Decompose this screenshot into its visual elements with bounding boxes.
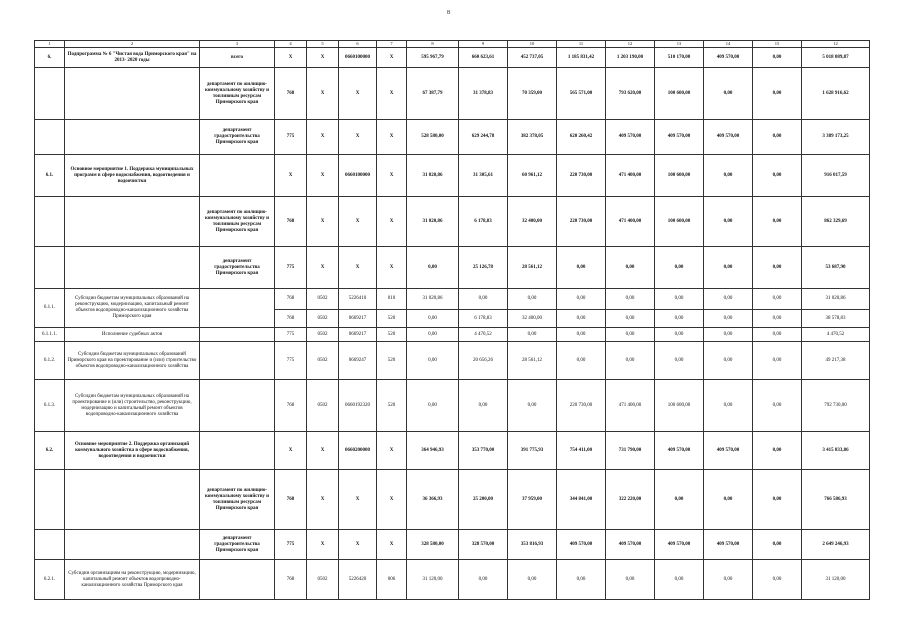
code-cell: X bbox=[339, 68, 377, 120]
value-cell: 0,00 bbox=[753, 328, 802, 342]
value-cell: 565 571,00 bbox=[557, 68, 606, 120]
value-cell: 471 400,00 bbox=[606, 380, 655, 432]
code-cell: 775 bbox=[275, 530, 307, 560]
header-cell: 10 bbox=[508, 41, 557, 48]
value-cell: 0,00 bbox=[407, 247, 459, 289]
code-cell: 0502 bbox=[307, 560, 339, 600]
code-cell: 5226420 bbox=[339, 560, 377, 600]
value-cell: 0,00 bbox=[655, 289, 704, 310]
value-cell: 0,00 bbox=[557, 342, 606, 380]
value-cell: 220 730,00 bbox=[557, 155, 606, 197]
value-cell: 0,00 bbox=[753, 560, 802, 600]
row-number: 6. bbox=[35, 48, 65, 68]
table-row bbox=[35, 197, 870, 247]
value-cell: 731 790,00 bbox=[606, 432, 655, 470]
value-cell: 409 570,00 bbox=[557, 530, 606, 560]
value-cell: 36 366,93 bbox=[407, 470, 459, 530]
value-cell: 0,00 bbox=[606, 560, 655, 600]
table-body bbox=[35, 48, 870, 600]
value-cell: 793 620,00 bbox=[606, 68, 655, 120]
value-cell: 620 260,42 bbox=[557, 120, 606, 155]
value-cell: 0,00 bbox=[704, 289, 753, 310]
code-cell: 768 bbox=[275, 197, 307, 247]
value-cell: 25 126,78 bbox=[459, 247, 508, 289]
value-cell: 0,00 bbox=[508, 560, 557, 600]
code-cell: X bbox=[339, 120, 377, 155]
value-cell: 382 378,05 bbox=[508, 120, 557, 155]
value-cell: 6 178,83 bbox=[459, 197, 508, 247]
value-cell: 595 967,79 bbox=[407, 48, 459, 68]
value-cell: 0,00 bbox=[606, 310, 655, 328]
table-row bbox=[35, 470, 870, 530]
code-cell: 520 bbox=[377, 342, 407, 380]
header-cell: 4 bbox=[275, 41, 307, 48]
code-cell: X bbox=[377, 68, 407, 120]
code-cell: X bbox=[307, 432, 339, 470]
value-cell: 32 400,00 bbox=[508, 310, 557, 328]
row-name: Субсидии бюджетам муниципальных образований на проектирование и (или) строительство, реконструкцию, модернизацию и капитальный ремонт объектов водопроводно-канализационного хозяйства bbox=[65, 380, 200, 432]
value-cell: 0,00 bbox=[704, 342, 753, 380]
value-cell: 31 378,83 bbox=[459, 68, 508, 120]
value-cell: 0,00 bbox=[508, 328, 557, 342]
row-name bbox=[65, 197, 200, 247]
table-row bbox=[35, 530, 870, 560]
code-cell: 775 bbox=[275, 328, 307, 342]
row-executor bbox=[200, 328, 275, 342]
code-cell: X bbox=[275, 48, 307, 68]
value-cell: 0,00 bbox=[753, 342, 802, 380]
code-cell: X bbox=[307, 120, 339, 155]
value-cell: 0,00 bbox=[753, 68, 802, 120]
value-cell: 220 730,00 bbox=[557, 197, 606, 247]
header-cell: 12 bbox=[802, 41, 870, 48]
value-cell: 0,00 bbox=[655, 560, 704, 600]
value-cell: 364 946,93 bbox=[407, 432, 459, 470]
code-cell: X bbox=[307, 247, 339, 289]
row-executor: всего bbox=[200, 48, 275, 68]
value-cell: 0,00 bbox=[704, 328, 753, 342]
value-cell: 220 730,00 bbox=[557, 380, 606, 432]
value-cell: 100 600,00 bbox=[655, 155, 704, 197]
row-name: Субсидии организациям на реконструкцию, модернизацию, капитальный ремонт объектов водопроводно-канализационного хозяйства Приморского края bbox=[65, 560, 200, 600]
value-cell: 4 470,52 bbox=[459, 328, 508, 342]
row-name: Субсидии бюджетам муниципальных образований Приморского края на проектирование и (или) строительство объектов водопроводно-канализационного хозяйства bbox=[65, 342, 200, 380]
code-cell: 0502 bbox=[307, 342, 339, 380]
code-cell: X bbox=[275, 155, 307, 197]
value-cell: 452 737,05 bbox=[508, 48, 557, 68]
value-cell: 0,00 bbox=[557, 289, 606, 310]
value-cell: 31 120,00 bbox=[802, 560, 870, 600]
code-cell: X bbox=[377, 470, 407, 530]
code-cell: 0660200000 bbox=[339, 432, 377, 470]
row-executor: департамент градостроительства Приморского края bbox=[200, 120, 275, 155]
row-number: 6.1. bbox=[35, 155, 65, 197]
value-cell: 328 570,00 bbox=[459, 530, 508, 560]
value-cell: 471 400,00 bbox=[606, 197, 655, 247]
code-cell: 775 bbox=[275, 120, 307, 155]
table-row bbox=[35, 560, 870, 600]
row-name: Субсидии бюджетам муниципальных образований на реконструкцию, модернизацию, капитальный ремонт объектов водопроводно-канализационного хозяйства Приморского края bbox=[65, 289, 200, 328]
value-cell: 0,00 bbox=[753, 120, 802, 155]
value-cell: 0,00 bbox=[557, 560, 606, 600]
table-row bbox=[35, 48, 870, 68]
code-cell: 0660100000 bbox=[339, 48, 377, 68]
value-cell: 0,00 bbox=[753, 247, 802, 289]
code-cell: 0660192320 bbox=[339, 380, 377, 432]
header-cell: 6 bbox=[339, 41, 377, 48]
row-executor bbox=[200, 155, 275, 197]
code-cell: 0502 bbox=[307, 289, 339, 310]
header-cell: 7 bbox=[377, 41, 407, 48]
code-cell: 768 bbox=[275, 68, 307, 120]
value-cell: 471 400,00 bbox=[606, 155, 655, 197]
code-cell: 0669217 bbox=[339, 328, 377, 342]
value-cell: 31 020,86 bbox=[407, 197, 459, 247]
value-cell: 391 775,93 bbox=[508, 432, 557, 470]
code-cell: X bbox=[377, 155, 407, 197]
row-executor bbox=[200, 560, 275, 600]
value-cell: 31 020,86 bbox=[407, 155, 459, 197]
code-cell: 768 bbox=[275, 289, 307, 310]
table-row bbox=[35, 380, 870, 432]
value-cell: 0,00 bbox=[753, 48, 802, 68]
value-cell: 28 561,12 bbox=[508, 342, 557, 380]
row-number bbox=[35, 197, 65, 247]
value-cell: 0,00 bbox=[704, 380, 753, 432]
code-cell: 0660100000 bbox=[339, 155, 377, 197]
value-cell: 31 120,00 bbox=[407, 560, 459, 600]
value-cell: 409 570,00 bbox=[655, 530, 704, 560]
code-cell: X bbox=[275, 432, 307, 470]
value-cell: 0,00 bbox=[753, 380, 802, 432]
value-cell: 0,00 bbox=[753, 310, 802, 328]
value-cell: 0,00 bbox=[407, 342, 459, 380]
code-cell: 0669217 bbox=[339, 310, 377, 328]
value-cell: 2 649 246,93 bbox=[802, 530, 870, 560]
row-name: Основное мероприятие 1. Поддержка муниципальных программ в сфере водоснабжения, водоотведения и водоочистки bbox=[65, 155, 200, 197]
value-cell: 528 580,00 bbox=[407, 120, 459, 155]
header-cell: 12 bbox=[606, 41, 655, 48]
code-cell: 520 bbox=[377, 380, 407, 432]
row-number: 6.1.3. bbox=[35, 380, 65, 432]
code-cell: 0502 bbox=[307, 328, 339, 342]
value-cell: 0,00 bbox=[704, 68, 753, 120]
value-cell: 0,00 bbox=[704, 470, 753, 530]
value-cell: 409 570,00 bbox=[655, 120, 704, 155]
row-executor bbox=[200, 380, 275, 432]
row-number bbox=[35, 68, 65, 120]
code-cell: X bbox=[377, 530, 407, 560]
row-number bbox=[35, 120, 65, 155]
table-row bbox=[35, 247, 870, 289]
value-cell: 0,00 bbox=[655, 342, 704, 380]
page-number: 8 bbox=[447, 10, 450, 16]
table-row bbox=[35, 289, 870, 310]
value-cell: 409 570,00 bbox=[606, 530, 655, 560]
value-cell: 0,00 bbox=[753, 289, 802, 310]
header-cell: 15 bbox=[753, 41, 802, 48]
value-cell: 0,00 bbox=[557, 247, 606, 289]
value-cell: 409 570,00 bbox=[655, 432, 704, 470]
code-cell: 0502 bbox=[307, 310, 339, 328]
row-number bbox=[35, 470, 65, 530]
row-name: Основное мероприятие 2. Поддержка организаций коммунального хозяйства в сфере водоснабжения, водоотведения и водоочистки bbox=[65, 432, 200, 470]
row-number: 6.2.1. bbox=[35, 560, 65, 600]
value-cell: 0,00 bbox=[407, 380, 459, 432]
table-row bbox=[35, 68, 870, 120]
code-cell: 768 bbox=[275, 560, 307, 600]
value-cell: 100 600,00 bbox=[655, 197, 704, 247]
header-cell: 1 bbox=[35, 41, 65, 48]
header-cell: 8 bbox=[407, 41, 459, 48]
value-cell: 409 570,00 bbox=[704, 48, 753, 68]
value-cell: 0,00 bbox=[459, 380, 508, 432]
value-cell: 25 200,00 bbox=[459, 470, 508, 530]
value-cell: 31 020,86 bbox=[802, 289, 870, 310]
value-cell: 4 470,52 bbox=[802, 328, 870, 342]
row-executor bbox=[200, 342, 275, 380]
value-cell: 0,00 bbox=[459, 560, 508, 600]
value-cell: 100 600,00 bbox=[655, 68, 704, 120]
value-cell: 409 570,00 bbox=[704, 432, 753, 470]
code-cell: X bbox=[339, 247, 377, 289]
value-cell: 862 329,69 bbox=[802, 197, 870, 247]
value-cell: 0,00 bbox=[753, 197, 802, 247]
header-cell: 11 bbox=[557, 41, 606, 48]
code-cell: 0502 bbox=[307, 380, 339, 432]
value-cell: 31 305,61 bbox=[459, 155, 508, 197]
value-cell: 0,00 bbox=[407, 328, 459, 342]
value-cell: 792 730,00 bbox=[802, 380, 870, 432]
code-cell: 768 bbox=[275, 380, 307, 432]
value-cell: 0,00 bbox=[704, 560, 753, 600]
value-cell: 1 203 190,00 bbox=[606, 48, 655, 68]
row-name bbox=[65, 470, 200, 530]
code-cell: X bbox=[307, 530, 339, 560]
row-executor: департамент по жилищно-коммунальному хозяйству и топливным ресурсам Приморского края bbox=[200, 197, 275, 247]
value-cell: 0,00 bbox=[753, 470, 802, 530]
code-cell: X bbox=[377, 432, 407, 470]
table-row bbox=[35, 342, 870, 380]
row-name bbox=[65, 68, 200, 120]
value-cell: 0,00 bbox=[704, 247, 753, 289]
code-cell: X bbox=[307, 155, 339, 197]
code-cell: X bbox=[339, 470, 377, 530]
value-cell: 70 359,00 bbox=[508, 68, 557, 120]
value-cell: 344 841,00 bbox=[557, 470, 606, 530]
code-cell: 010 bbox=[377, 289, 407, 310]
code-cell: 775 bbox=[275, 342, 307, 380]
value-cell: 0,00 bbox=[655, 310, 704, 328]
row-name bbox=[65, 530, 200, 560]
value-cell: 353 816,93 bbox=[508, 530, 557, 560]
row-executor bbox=[200, 289, 275, 328]
value-cell: 0,00 bbox=[655, 470, 704, 530]
value-cell: 409 570,00 bbox=[704, 530, 753, 560]
budget-table bbox=[34, 40, 870, 600]
value-cell: 660 623,61 bbox=[459, 48, 508, 68]
value-cell: 0,00 bbox=[606, 342, 655, 380]
value-cell: 1 628 916,62 bbox=[802, 68, 870, 120]
value-cell: 1 185 831,42 bbox=[557, 48, 606, 68]
value-cell: 37 959,00 bbox=[508, 470, 557, 530]
value-cell: 0,00 bbox=[655, 247, 704, 289]
value-cell: 409 570,00 bbox=[704, 120, 753, 155]
value-cell: 916 017,59 bbox=[802, 155, 870, 197]
value-cell: 38 578,83 bbox=[802, 310, 870, 328]
table-row bbox=[35, 432, 870, 470]
value-cell: 0,00 bbox=[704, 197, 753, 247]
row-name bbox=[65, 120, 200, 155]
row-executor bbox=[200, 432, 275, 470]
value-cell: 0,00 bbox=[557, 310, 606, 328]
code-cell: 0669247 bbox=[339, 342, 377, 380]
row-executor: департамент градостроительства Приморского края bbox=[200, 247, 275, 289]
value-cell: 20 656,26 bbox=[459, 342, 508, 380]
header-cell: 2 bbox=[65, 41, 200, 48]
value-cell: 32 400,00 bbox=[508, 197, 557, 247]
header-cell: 14 bbox=[704, 41, 753, 48]
value-cell: 53 687,90 bbox=[802, 247, 870, 289]
value-cell: 766 586,93 bbox=[802, 470, 870, 530]
code-cell: X bbox=[339, 197, 377, 247]
row-name bbox=[65, 247, 200, 289]
row-executor: департамент по жилищно-коммунальному хозяйству и топливным ресурсам Приморского края bbox=[200, 470, 275, 530]
row-name: Исполнение судебных актов bbox=[65, 328, 200, 342]
value-cell: 328 580,00 bbox=[407, 530, 459, 560]
code-cell: X bbox=[307, 48, 339, 68]
value-cell: 49 217,38 bbox=[802, 342, 870, 380]
row-number: 6.1.1. bbox=[35, 289, 65, 328]
row-number bbox=[35, 530, 65, 560]
value-cell: 0,00 bbox=[606, 247, 655, 289]
row-name: Подпрограмма № 6 "Чистая вода Приморского края" на 2013- 2020 годы bbox=[65, 48, 200, 68]
value-cell: 0,00 bbox=[606, 328, 655, 342]
code-cell: X bbox=[377, 48, 407, 68]
value-cell: 31 020,86 bbox=[407, 289, 459, 310]
value-cell: 409 570,00 bbox=[606, 120, 655, 155]
row-number: 6.1.2. bbox=[35, 342, 65, 380]
value-cell: 0,00 bbox=[407, 310, 459, 328]
table-row bbox=[35, 155, 870, 197]
value-cell: 3 389 173,25 bbox=[802, 120, 870, 155]
value-cell: 100 600,00 bbox=[655, 380, 704, 432]
value-cell: 0,00 bbox=[655, 328, 704, 342]
code-cell: 520 bbox=[377, 310, 407, 328]
header-cell: 13 bbox=[655, 41, 704, 48]
header-row bbox=[35, 41, 870, 48]
value-cell: 353 770,00 bbox=[459, 432, 508, 470]
code-cell: 006 bbox=[377, 560, 407, 600]
code-cell: X bbox=[377, 120, 407, 155]
code-cell: 768 bbox=[275, 470, 307, 530]
row-number: 6.2. bbox=[35, 432, 65, 470]
value-cell: 0,00 bbox=[508, 380, 557, 432]
value-cell: 0,00 bbox=[704, 310, 753, 328]
table-row bbox=[35, 328, 870, 342]
row-number bbox=[35, 247, 65, 289]
value-cell: 0,00 bbox=[508, 289, 557, 310]
code-cell: 768 bbox=[275, 310, 307, 328]
value-cell: 3 415 833,86 bbox=[802, 432, 870, 470]
value-cell: 0,00 bbox=[753, 155, 802, 197]
value-cell: 754 411,00 bbox=[557, 432, 606, 470]
value-cell: 60 961,12 bbox=[508, 155, 557, 197]
header-cell: 5 bbox=[307, 41, 339, 48]
value-cell: 0,00 bbox=[557, 328, 606, 342]
value-cell: 0,00 bbox=[606, 289, 655, 310]
value-cell: 0,00 bbox=[704, 155, 753, 197]
value-cell: 0,00 bbox=[459, 289, 508, 310]
value-cell: 5 018 089,87 bbox=[802, 48, 870, 68]
table-row bbox=[35, 120, 870, 155]
row-executor: департамент градостроительства Приморского края bbox=[200, 530, 275, 560]
code-cell: X bbox=[307, 68, 339, 120]
value-cell: 629 244,78 bbox=[459, 120, 508, 155]
code-cell: 5226410 bbox=[339, 289, 377, 310]
code-cell: X bbox=[307, 197, 339, 247]
code-cell: X bbox=[339, 530, 377, 560]
row-number: 6.1.1.1. bbox=[35, 328, 65, 342]
code-cell: 775 bbox=[275, 247, 307, 289]
value-cell: 28 561,12 bbox=[508, 247, 557, 289]
code-cell: 520 bbox=[377, 328, 407, 342]
value-cell: 0,00 bbox=[753, 432, 802, 470]
header-cell: 3 bbox=[200, 41, 275, 48]
code-cell: X bbox=[307, 470, 339, 530]
value-cell: 322 220,00 bbox=[606, 470, 655, 530]
code-cell: X bbox=[377, 197, 407, 247]
row-executor: департамент по жилищно-коммунальному хозяйству и топливным ресурсам Приморского края bbox=[200, 68, 275, 120]
value-cell: 510 170,00 bbox=[655, 48, 704, 68]
header-cell: 9 bbox=[459, 41, 508, 48]
value-cell: 0,00 bbox=[753, 530, 802, 560]
code-cell: X bbox=[377, 247, 407, 289]
value-cell: 67 387,79 bbox=[407, 68, 459, 120]
value-cell: 6 178,83 bbox=[459, 310, 508, 328]
